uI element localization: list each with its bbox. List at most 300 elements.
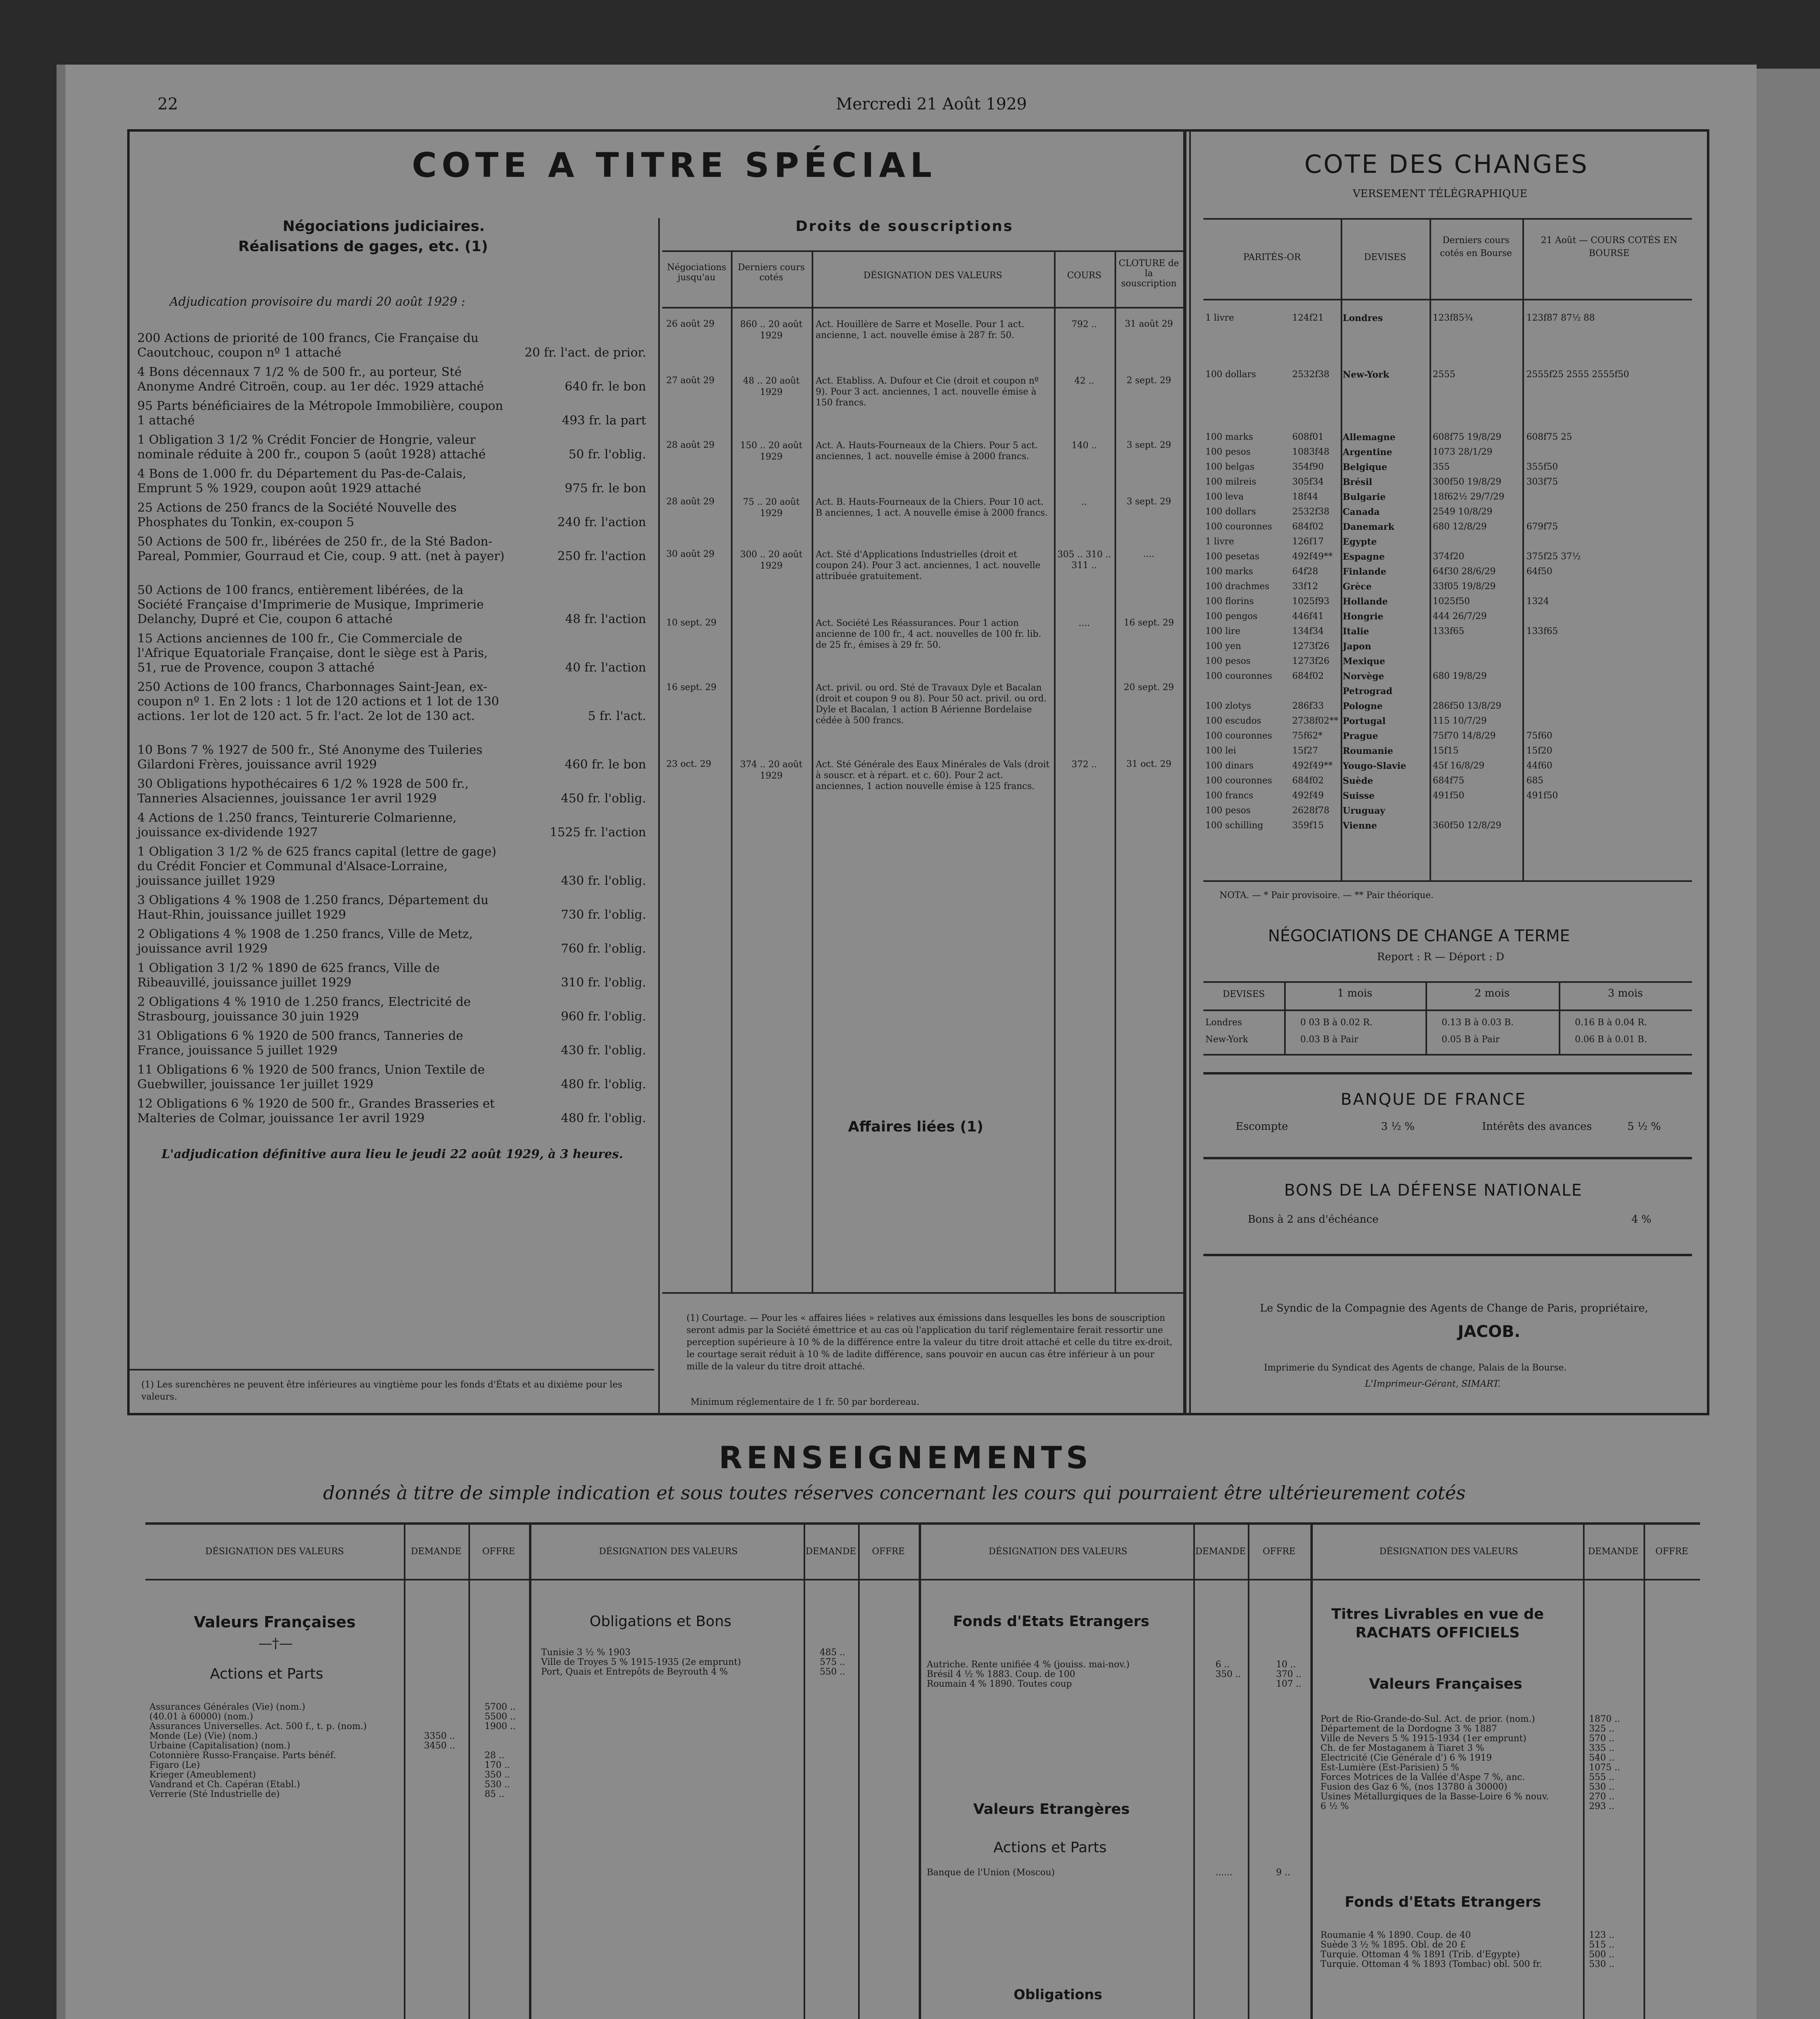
lot-item bbox=[137, 743, 646, 772]
lot-item bbox=[137, 433, 646, 462]
change-parite-value: 1273f26 bbox=[1292, 641, 1330, 651]
change-dernier-cours: 1025f50 bbox=[1433, 596, 1470, 607]
change-dernier-cours: 123f85¾ bbox=[1433, 313, 1473, 323]
lot-description: 250 Actions de 100 francs, Charbonnages Saint-Jean, ex-coupon nº 1. En 2 lots : 1 lot de 120 actions et 1 lot de 130 actions. 1er lot de 120 act. 5 fr. l'act. 2e lot de 130 act. bbox=[137, 680, 499, 723]
col2-row-designation: Ville de Troyes 5 % 1915-1935 (2e emprunt) bbox=[541, 1657, 741, 1667]
cote-speciale-title: COTE A TITRE SPÉCIAL bbox=[412, 145, 937, 185]
change-parite-unit: 1 livre bbox=[1205, 537, 1234, 547]
change-parite-unit: 100 dollars bbox=[1205, 507, 1256, 517]
change-devise: Hollande bbox=[1343, 596, 1388, 607]
col4-row-offre: 1870 .. bbox=[1589, 1714, 1620, 1724]
renseignements-subcolumn-line bbox=[804, 1522, 805, 2019]
col4-heading: Titres Livrables en vue de RACHATS OFFICIELS bbox=[1331, 1606, 1544, 1641]
change-dernier-cours: 2555 bbox=[1433, 369, 1455, 380]
col4-row-offre: 540 .. bbox=[1589, 1753, 1614, 1763]
lot-description: 50 Actions de 100 francs, entièrement libérées, de la Société Française d'Imprimerie de Musique, Imprimerie Delanchy, Dupré et Cie, coupon 6 attaché bbox=[137, 583, 484, 626]
droits-cours: 860 .. 20 août 1929 bbox=[740, 319, 803, 341]
col2-row-designation: Tunisie 3 ½ % 1903 bbox=[541, 1648, 631, 1658]
droits-cloture: 3 sept. 29 bbox=[1126, 440, 1171, 450]
droits-date: 10 sept. 29 bbox=[666, 618, 717, 628]
lot-description: 31 Obligations 6 % 1920 de 500 francs, Tanneries de France, jouissance 5 juillet 1929 bbox=[137, 1029, 464, 1058]
dash-ornament-icon: —†— bbox=[258, 1635, 293, 1652]
change-dernier-cours: 133f65 bbox=[1433, 626, 1465, 636]
col1-row-designation: Monde (Le) (Vie) (nom.) bbox=[149, 1731, 258, 1741]
terme-col-line bbox=[1425, 981, 1427, 1054]
change-parite-unit: 100 pesos bbox=[1205, 806, 1251, 816]
change-cours-jour: 123f87 87½ 88 bbox=[1526, 313, 1595, 323]
lot-description: 1 Obligation 3 1/2 % Crédit Foncier de Hongrie, valeur nominale réduite à 200 fr., coupon 5 (août 1928) attaché bbox=[137, 433, 486, 462]
change-dernier-cours: 45f 16/8/29 bbox=[1433, 761, 1484, 771]
changes-table-rule bbox=[1203, 218, 1692, 220]
col3-heading: Fonds d'Etats Etrangers bbox=[953, 1613, 1150, 1630]
terme-title: NÉGOCIATIONS DE CHANGE A TERME bbox=[1268, 927, 1570, 945]
changes-header-parites: PARITÉS-OR bbox=[1243, 252, 1301, 262]
col3-row2-designation: Banque de l'Union (Moscou) bbox=[927, 1868, 1055, 1878]
change-parite-value: 359f15 bbox=[1292, 821, 1324, 831]
changes-nota: NOTA. — * Pair provisoire. — ** Pair théorique. bbox=[1220, 890, 1434, 900]
lot-item bbox=[137, 893, 646, 922]
terme-subtitle: Report : R — Déport : D bbox=[1377, 951, 1505, 963]
col3-row2-demande: ...... bbox=[1215, 1868, 1232, 1878]
droits-designation: Act. privil. ou ord. Sté de Travaux Dyle et Bacalan (droit et coupon 9 ou 8). Pour 50 act. privil. ou ord. Dyle et Bacalan, 1 action B Aérienne Bordelaise cédée à 500 francs. bbox=[816, 683, 1047, 726]
change-parite-unit: 100 dinars bbox=[1205, 761, 1254, 771]
change-parite-value: 2628f78 bbox=[1292, 806, 1330, 816]
lot-price: 250 fr. l'action bbox=[557, 549, 646, 563]
change-parite-value: 33f12 bbox=[1292, 581, 1318, 592]
renseignements-subcolumn-line bbox=[1583, 1522, 1585, 2019]
change-parite-value: 492f49 bbox=[1292, 791, 1324, 801]
col3-row-designation: Roumain 4 % 1890. Toutes coup bbox=[927, 1679, 1072, 1689]
lot-price: 460 fr. le bon bbox=[565, 758, 646, 772]
change-parite-value: 1025f93 bbox=[1292, 596, 1330, 607]
syndic-name: JACOB. bbox=[1458, 1322, 1520, 1341]
droits-date: 28 août 29 bbox=[666, 497, 715, 507]
terme-col-line bbox=[1284, 981, 1286, 1054]
change-parite-unit: 100 marks bbox=[1205, 567, 1253, 577]
col2-row-offre: 575 .. bbox=[820, 1657, 845, 1667]
lot-description: 15 Actions anciennes de 100 fr., Cie Commerciale de l'Afrique Equatoriale Française, dont le siège est à Paris, 51, rue de Provence, coupon 3 attaché bbox=[137, 632, 488, 675]
change-devise: Hongrie bbox=[1343, 611, 1383, 622]
change-parite-value: 684f02 bbox=[1292, 671, 1324, 681]
change-parite-value: 492f49** bbox=[1292, 552, 1333, 562]
col3-row-demande: 350 .. bbox=[1215, 1669, 1241, 1679]
change-devise: Argentine bbox=[1343, 447, 1392, 458]
droits-designation: Act. Sté d'Applications Industrielles (droit et coupon 24). Pour 3 act. anciennes, 1 act. nouvelle attribuée gratuitement. bbox=[816, 550, 1041, 581]
col4-row-offre: 530 .. bbox=[1589, 1782, 1614, 1792]
rens-header-designation: DÉSIGNATION DES VALEURS bbox=[205, 1547, 344, 1557]
lot-item bbox=[137, 583, 646, 627]
lot-price: 50 fr. l'oblig. bbox=[569, 447, 646, 462]
col3-row2-offre: 9 .. bbox=[1276, 1868, 1290, 1878]
imprimeur-line: L'Imprimeur-Gérant, SIMART. bbox=[1365, 1379, 1501, 1389]
droits-c: 42 .. bbox=[1074, 376, 1094, 386]
change-devise: Grèce bbox=[1343, 581, 1372, 592]
lot-price: 975 fr. le bon bbox=[565, 481, 646, 495]
changes-header-cours: 21 Août — COURS COTÉS EN BOURSE bbox=[1541, 235, 1678, 258]
change-devise: Belgique bbox=[1343, 462, 1388, 472]
courtage-note: (1) Courtage. — Pour les « affaires liées » relatives aux émissions dans lesquelles les bons de souscription seront admis par la Société émettrice et au cas où l'application du tarif réglementaire ferait ressortir une perception supérieure à 10 % de la différence entre la valeur du titre droit attaché et celle du titre ex-droit, le courtage serait réduit à 10 % de ladite différence, sans pouvoir en aucun cas être inférieur à un pour mille de la valeur du titre droit attaché. bbox=[686, 1313, 1173, 1372]
change-parite-unit: 100 escudos bbox=[1205, 716, 1262, 726]
lot-price: 480 fr. l'oblig. bbox=[560, 1077, 646, 1091]
lot-price: 20 fr. l'act. de prior. bbox=[525, 346, 646, 360]
droits-bottom-rule bbox=[662, 1292, 1183, 1294]
col4-row2-designation: Turquie. Ottoman 4 % 1891 (Trib. d'Egypte) bbox=[1320, 1950, 1520, 1960]
change-devise: Danemark bbox=[1343, 522, 1394, 532]
next-page-edge bbox=[1757, 69, 1820, 2019]
escompte-label: Escompte bbox=[1236, 1121, 1288, 1133]
col4-row-offre: 570 .. bbox=[1589, 1734, 1614, 1744]
change-devise: Prague bbox=[1343, 731, 1378, 741]
change-parite-unit: 100 drachmes bbox=[1205, 581, 1270, 592]
droits-col-line bbox=[812, 250, 813, 1292]
renseignements-title: RENSEIGNEMENTS bbox=[719, 1440, 1092, 1475]
change-parite-value: 684f02 bbox=[1292, 522, 1324, 532]
terme-header-2: 2 mois bbox=[1474, 987, 1510, 999]
change-parite-value: 305f34 bbox=[1292, 477, 1324, 487]
col4-row2-offre: 530 .. bbox=[1589, 1959, 1614, 1969]
change-devise: Pologne bbox=[1343, 701, 1383, 711]
droits-cloture: 2 sept. 29 bbox=[1126, 376, 1171, 386]
col4-row-offre: 555 .. bbox=[1589, 1772, 1614, 1782]
terme-devise: New-York bbox=[1205, 1035, 1248, 1045]
bons-label: Bons à 2 ans d'échéance bbox=[1248, 1213, 1379, 1226]
col1-row-designation: Vandrand et Ch. Capéran (Etabl.) bbox=[149, 1780, 300, 1790]
change-dernier-cours: 18f62½ 29/7/29 bbox=[1433, 492, 1505, 502]
lot-description: 2 Obligations 4 % 1910 de 1.250 francs, Electricité de Strasbourg, jouissance 30 juin 1929 bbox=[137, 995, 471, 1024]
col4-row-designation: Ch. de fer Mostaganem à Tiaret 3 % bbox=[1320, 1743, 1484, 1753]
page-date: Mercredi 21 Août 1929 bbox=[836, 95, 1027, 113]
droits-header-date: Négociations jusqu'au bbox=[667, 262, 726, 283]
rens-header-designation: DÉSIGNATION DES VALEURS bbox=[599, 1547, 738, 1557]
droits-c: 140 .. bbox=[1071, 441, 1097, 451]
droits-cloture: 31 oct. 29 bbox=[1126, 759, 1171, 769]
lot-price: 48 fr. l'action bbox=[565, 612, 646, 626]
change-devise: Uruguay bbox=[1343, 806, 1385, 816]
droits-header-cloture: CLOTURE de la souscription bbox=[1119, 258, 1179, 289]
droits-cloture: 3 sept. 29 bbox=[1126, 497, 1171, 507]
col4-row2-offre: 500 .. bbox=[1589, 1950, 1614, 1960]
change-parite-unit: 100 pesos bbox=[1205, 656, 1251, 666]
change-dernier-cours: 115 10/7/29 bbox=[1433, 716, 1487, 726]
lot-price: 960 fr. l'oblig. bbox=[560, 1010, 646, 1024]
negociations-heading: Négociations judiciaires. bbox=[283, 218, 485, 235]
lot-price: 760 fr. l'oblig. bbox=[560, 942, 646, 956]
droits-table-rule bbox=[662, 250, 1183, 252]
bons-value: 4 % bbox=[1631, 1213, 1652, 1226]
lot-description: 4 Bons décennaux 7 1/2 % de 500 fr., au porteur, Sté Anonyme André Citroën, coup. au 1er déc. 1929 attaché bbox=[137, 365, 484, 394]
change-devise: Suède bbox=[1343, 776, 1373, 786]
col4-row-offre: 293 .. bbox=[1589, 1801, 1614, 1811]
page-number: 22 bbox=[157, 95, 178, 113]
change-parite-unit: 100 marks bbox=[1205, 432, 1253, 442]
col1-row-designation: Krieger (Ameublement) bbox=[149, 1770, 256, 1780]
change-dernier-cours: 300f50 19/8/29 bbox=[1433, 477, 1501, 487]
droits-date: 16 sept. 29 bbox=[666, 682, 717, 693]
col1-row-demande: 3450 .. bbox=[424, 1741, 455, 1751]
col3-row-offre: 10 .. bbox=[1276, 1660, 1296, 1670]
col1-row-offre: 85 .. bbox=[485, 1789, 504, 1799]
change-parite-unit: 100 florins bbox=[1205, 596, 1254, 607]
lot-item bbox=[137, 399, 646, 428]
lot-item bbox=[137, 501, 646, 530]
col2-row-designation: Port, Quais et Entrepôts de Beyrouth 4 % bbox=[541, 1667, 728, 1677]
col1-row-demande: 3350 .. bbox=[424, 1731, 455, 1741]
change-parite-value: 446f41 bbox=[1292, 611, 1324, 621]
col1-row-offre: 28 .. bbox=[485, 1750, 504, 1761]
droits-col-line bbox=[1115, 250, 1116, 1292]
change-cours-jour: 133f65 bbox=[1526, 626, 1558, 636]
change-cours-jour: 491f50 bbox=[1526, 791, 1558, 801]
change-devise: Italie bbox=[1343, 626, 1369, 637]
rens-header-offre: OFFRE bbox=[872, 1547, 905, 1557]
terme-rule bbox=[1203, 1054, 1692, 1056]
changes-col-line bbox=[1522, 218, 1524, 880]
col2-row-offre: 485 .. bbox=[820, 1648, 845, 1658]
changes-table-rule bbox=[1203, 299, 1692, 300]
change-devise: Portugal bbox=[1343, 716, 1386, 726]
change-parite-unit: 100 lire bbox=[1205, 626, 1241, 636]
change-devise: New-York bbox=[1343, 369, 1390, 380]
droits-c: 792 .. bbox=[1071, 319, 1097, 330]
footnote-surencheres: (1) Les surenchères ne peuvent être inférieures au vingtième pour les fonds d'États et au dixième pour les valeurs. bbox=[141, 1380, 623, 1402]
terme-header-devises: DEVISES bbox=[1222, 989, 1265, 999]
renseignements-rule bbox=[145, 1522, 1700, 1525]
col4-row-designation: Forces Motrices de la Vallée d'Aspe 7 %, anc. bbox=[1320, 1772, 1525, 1782]
change-parite-unit: 100 belgas bbox=[1205, 462, 1255, 472]
change-dernier-cours: 444 26/7/29 bbox=[1433, 611, 1487, 621]
change-devise: Norvège bbox=[1343, 671, 1384, 682]
col4-row-designation: Electricité (Cie Générale d') 6 % 1919 bbox=[1320, 1753, 1492, 1763]
col3-row-offre: 370 .. bbox=[1276, 1669, 1301, 1679]
rens-header-demande: DEMANDE bbox=[805, 1547, 856, 1557]
lot-description: 1 Obligation 3 1/2 % 1890 de 625 francs, Ville de Ribeauvillé, jouissance juillet 1929 bbox=[137, 961, 440, 990]
section-rule bbox=[1203, 1254, 1692, 1256]
lot-price: 430 fr. l'oblig. bbox=[560, 874, 646, 888]
droits-date: 27 août 29 bbox=[666, 376, 715, 386]
change-parite-value: 286f33 bbox=[1292, 701, 1324, 711]
col4-row-designation: 6 ½ % bbox=[1320, 1801, 1349, 1811]
footnote-rule bbox=[129, 1369, 654, 1370]
change-dernier-cours: 680 19/8/29 bbox=[1433, 671, 1487, 681]
realisations-heading: Réalisations de gages, etc. (1) bbox=[238, 238, 488, 255]
col4-heading2: Fonds d'Etats Etrangers bbox=[1345, 1894, 1541, 1910]
lot-item bbox=[137, 1029, 646, 1058]
change-cours-jour: 679f75 bbox=[1526, 522, 1558, 532]
change-devise: Espagne bbox=[1343, 552, 1385, 562]
lot-price: 480 fr. l'oblig. bbox=[560, 1111, 646, 1125]
section-rule bbox=[1203, 1072, 1692, 1075]
col1-row-designation: Verrerie (Sté Industrielle de) bbox=[149, 1789, 280, 1799]
droits-designation: Act. Sté Générale des Eaux Minérales de Vals (droit à souscr. et à répart. et c. 60). Pour 2 act. anciennes, 1 action nouvelle émise à 125 francs. bbox=[816, 760, 1050, 791]
bons-title: BONS DE LA DÉFENSE NATIONALE bbox=[1284, 1181, 1583, 1200]
terme-header-3: 3 mois bbox=[1608, 987, 1643, 999]
change-devise: Mexique bbox=[1343, 656, 1385, 667]
terme-col-line bbox=[1559, 981, 1560, 1054]
lot-item bbox=[137, 632, 646, 675]
col3-heading2: Valeurs Etrangères bbox=[973, 1801, 1130, 1818]
col1-row-offre: 350 .. bbox=[485, 1770, 510, 1780]
droits-date: 26 août 29 bbox=[666, 319, 715, 329]
lot-price: 493 fr. la part bbox=[562, 413, 646, 428]
lot-price: 730 fr. l'oblig. bbox=[560, 908, 646, 922]
col4-row-offre: 335 .. bbox=[1589, 1743, 1614, 1753]
droits-col-line bbox=[1054, 250, 1056, 1292]
adjudication-definitive: L'adjudication définitive aura lieu le jeudi 22 août 1929, à 3 heures. bbox=[162, 1147, 623, 1161]
renseignements-subcolumn-line bbox=[1193, 1522, 1195, 2019]
col4-row-designation: Département de la Dordogne 3 % 1887 bbox=[1320, 1724, 1497, 1734]
terme-devise: Londres bbox=[1205, 1018, 1242, 1028]
droits-designation: Act. A. Hauts-Fourneaux de la Chiers. Pour 5 act. anciennes, 1 act. nouvelle émise à 2000 francs. bbox=[816, 441, 1038, 462]
lot-description: 25 Actions de 250 francs de la Société Nouvelle des Phosphates du Tonkin, ex-coupon 5 bbox=[137, 501, 457, 529]
lot-item bbox=[137, 845, 646, 888]
change-parite-value: 2532f38 bbox=[1292, 507, 1330, 517]
page-binding-edge bbox=[57, 65, 65, 2019]
changes-col-line bbox=[1430, 218, 1431, 880]
change-devise: Bulgarie bbox=[1343, 492, 1386, 502]
lot-description: 12 Obligations 6 % 1920 de 500 fr., Grandes Brasseries et Malteries de Colmar, jouissance 1er avril 1929 bbox=[137, 1097, 495, 1125]
change-dernier-cours: 355 bbox=[1433, 462, 1450, 472]
lot-price: 5 fr. l'act. bbox=[588, 709, 646, 723]
col1-row-offre: 5700 .. bbox=[485, 1702, 516, 1712]
col3-row-offre: 107 .. bbox=[1276, 1679, 1301, 1689]
rens-header-offre: OFFRE bbox=[1262, 1547, 1296, 1557]
change-parite-unit: 100 dollars bbox=[1205, 369, 1256, 380]
changes-title: COTE DES CHANGES bbox=[1304, 149, 1589, 179]
change-devise: Japon bbox=[1343, 641, 1371, 652]
droits-date: 30 août 29 bbox=[666, 549, 715, 559]
courtage-min: Minimum réglementaire de 1 fr. 50 par bordereau. bbox=[691, 1397, 919, 1407]
droits-header-cours: Derniers cours cotés bbox=[738, 262, 805, 283]
rens-header-designation: DÉSIGNATION DES VALEURS bbox=[1379, 1547, 1518, 1557]
change-parite-unit: 100 francs bbox=[1205, 791, 1253, 801]
col1-row-designation: Assurances Générales (Vie) (nom.) bbox=[149, 1702, 305, 1712]
rens-header-demande: DEMANDE bbox=[1588, 1547, 1639, 1557]
change-parite-unit: 100 schilling bbox=[1205, 821, 1264, 831]
change-cours-jour: 44f60 bbox=[1526, 761, 1553, 771]
droits-cours: 374 .. 20 août 1929 bbox=[740, 760, 803, 781]
change-parite-unit: 100 milreis bbox=[1205, 477, 1256, 487]
lot-price: 240 fr. l'action bbox=[557, 515, 646, 529]
col4-row-designation: Fusion des Gaz 6 %, (nos 13780 à 30000) bbox=[1320, 1782, 1507, 1792]
change-parite-unit: 1 livre bbox=[1205, 313, 1234, 323]
droits-cloture: 16 sept. 29 bbox=[1123, 618, 1174, 628]
renseignements-subcolumn-line bbox=[1644, 1522, 1645, 2019]
col4-row2-designation: Suède 3 ½ % 1895. Obl. de 20 £ bbox=[1320, 1940, 1466, 1950]
col3-row-designation: Brésil 4 ½ % 1883. Coup. de 100 bbox=[927, 1669, 1075, 1679]
col4-row-designation: Usines Métallurgiques de la Basse-Loire 6 % nouv. bbox=[1320, 1792, 1549, 1802]
lot-price: 310 fr. l'oblig. bbox=[560, 976, 646, 990]
change-devise: Finlande bbox=[1343, 567, 1386, 577]
col1-row-designation: Figaro (Le) bbox=[149, 1760, 200, 1770]
droits-c: .... bbox=[1079, 618, 1090, 628]
change-parite-unit: 100 leva bbox=[1205, 492, 1244, 502]
rens-header-offre: OFFRE bbox=[482, 1547, 515, 1557]
lot-description: 1 Obligation 3 1/2 % de 625 francs capital (lettre de gage) du Crédit Foncier et Communal d'Alsace-Lorraine, jouissance juillet 1929 bbox=[137, 845, 497, 888]
lot-item bbox=[137, 961, 646, 990]
col4-row-offre: 1075 .. bbox=[1589, 1763, 1620, 1773]
lot-price: 640 fr. le bon bbox=[565, 380, 646, 394]
lot-item bbox=[137, 467, 646, 496]
droits-c: 305 .. 310 .. 311 .. bbox=[1057, 550, 1111, 571]
terme-2-mois: 0.05 B à Pair bbox=[1442, 1035, 1500, 1045]
change-parite-value: 75f62* bbox=[1292, 731, 1323, 741]
adjudication-intro: Adjudication provisoire du mardi 20 août 1929 : bbox=[170, 295, 466, 309]
droits-cours: 75 .. 20 août 1929 bbox=[743, 497, 800, 518]
change-cours-jour: 608f75 25 bbox=[1526, 432, 1572, 442]
droits-col-line bbox=[731, 250, 733, 1292]
column-divider bbox=[1183, 129, 1186, 1415]
change-parite-unit: 100 pengos bbox=[1205, 611, 1257, 621]
change-dernier-cours: 360f50 12/8/29 bbox=[1433, 821, 1501, 831]
change-parite-unit: 100 zlotys bbox=[1205, 701, 1251, 711]
change-parite-value: 684f02 bbox=[1292, 776, 1324, 786]
droits-cloture: 31 août 29 bbox=[1125, 319, 1173, 329]
lot-item bbox=[137, 1063, 646, 1092]
col4-row2-designation: Turquie. Ottoman 4 % 1893 (Tombac) obl. 500 fr. bbox=[1320, 1959, 1542, 1969]
lot-item bbox=[137, 995, 646, 1024]
change-devise: Yougo-Slavie bbox=[1343, 761, 1406, 771]
droits-designation: Act. Etabliss. A. Dufour et Cie (droit et coupon nº 9). Pour 3 act. anciennes, 1 act. nouvelle émise à 150 francs. bbox=[816, 376, 1039, 408]
droits-cours: 300 .. 20 août 1929 bbox=[740, 550, 803, 571]
change-parite-value: 124f21 bbox=[1292, 313, 1324, 323]
col3-row-demande: 6 .. bbox=[1215, 1660, 1230, 1670]
col1-row-designation: Cotonnière Russo-Française. Parts bénéf. bbox=[149, 1750, 336, 1761]
change-parite-value: 608f01 bbox=[1292, 432, 1324, 442]
lot-item bbox=[137, 331, 646, 360]
terme-rule bbox=[1203, 1010, 1692, 1011]
rens-header-designation: DÉSIGNATION DES VALEURS bbox=[989, 1547, 1127, 1557]
change-dernier-cours: 491f50 bbox=[1433, 791, 1465, 801]
lot-description: 4 Bons de 1.000 fr. du Département du Pas-de-Calais, Emprunt 5 % 1929, coupon août 1929 attaché bbox=[137, 467, 466, 495]
droits-title: Droits de souscriptions bbox=[796, 218, 1014, 235]
lot-description: 50 Actions de 500 fr., libérées de 250 fr., de la Sté Badon-Pareal, Pommier, Gourraud et Cie, coup. 9 att. (net à payer) bbox=[137, 535, 505, 563]
col4-row-offre: 325 .. bbox=[1589, 1724, 1614, 1734]
col4-row-offre: 270 .. bbox=[1589, 1792, 1614, 1802]
change-parite-unit: 100 yen bbox=[1205, 641, 1241, 651]
change-dernier-cours: 33f05 19/8/29 bbox=[1433, 581, 1496, 592]
affaires-liees-heading: Affaires liées (1) bbox=[848, 1119, 984, 1135]
change-parite-unit: 100 couronnes bbox=[1205, 731, 1272, 741]
change-parite-unit: 100 couronnes bbox=[1205, 671, 1272, 681]
droits-table-rule bbox=[662, 307, 1183, 309]
col1-row-designation: Assurances Universelles. Act. 500 f., t. p. (nom.) bbox=[149, 1721, 367, 1731]
column-divider bbox=[1189, 129, 1191, 1415]
change-cours-jour: 375f25 37½ bbox=[1526, 552, 1581, 562]
col1-heading: Valeurs Françaises bbox=[194, 1613, 356, 1631]
change-parite-value: 2738f02** bbox=[1292, 716, 1339, 726]
lot-item bbox=[137, 1097, 646, 1126]
renseignements-subtitle: donnés à titre de simple indication et sous toutes réserves concernant les cours qui pourraient être ultérieurement cotés bbox=[323, 1482, 1466, 1504]
avances-label: Intérêts des avances bbox=[1482, 1121, 1592, 1133]
change-dernier-cours: 15f15 bbox=[1433, 746, 1459, 756]
change-devise: Petrograd bbox=[1343, 686, 1392, 697]
droits-cours: 48 .. 20 août 1929 bbox=[743, 376, 800, 397]
change-devise: Canada bbox=[1343, 507, 1380, 517]
change-parite-value: 1083f48 bbox=[1292, 447, 1330, 457]
droits-cloture: 20 sept. 29 bbox=[1123, 682, 1174, 693]
change-cours-jour: 64f50 bbox=[1526, 567, 1553, 577]
col4-row-designation: Ville de Nevers 5 % 1915-1934 (1er emprunt) bbox=[1320, 1734, 1526, 1744]
change-parite-value: 18f44 bbox=[1292, 492, 1318, 502]
renseignements-column bbox=[1310, 1522, 1313, 2019]
imprimerie-line: Imprimerie du Syndicat des Agents de change, Palais de la Bourse. bbox=[1264, 1363, 1567, 1373]
renseignements-subcolumn-line bbox=[1248, 1522, 1249, 2019]
change-cours-jour: 303f75 bbox=[1526, 477, 1558, 487]
col1-row-designation: Urbaine (Capitalisation) (nom.) bbox=[149, 1741, 290, 1751]
lot-item bbox=[137, 811, 646, 840]
change-devise: Brésil bbox=[1343, 477, 1373, 487]
escompte-value: 3 ½ % bbox=[1381, 1121, 1415, 1133]
